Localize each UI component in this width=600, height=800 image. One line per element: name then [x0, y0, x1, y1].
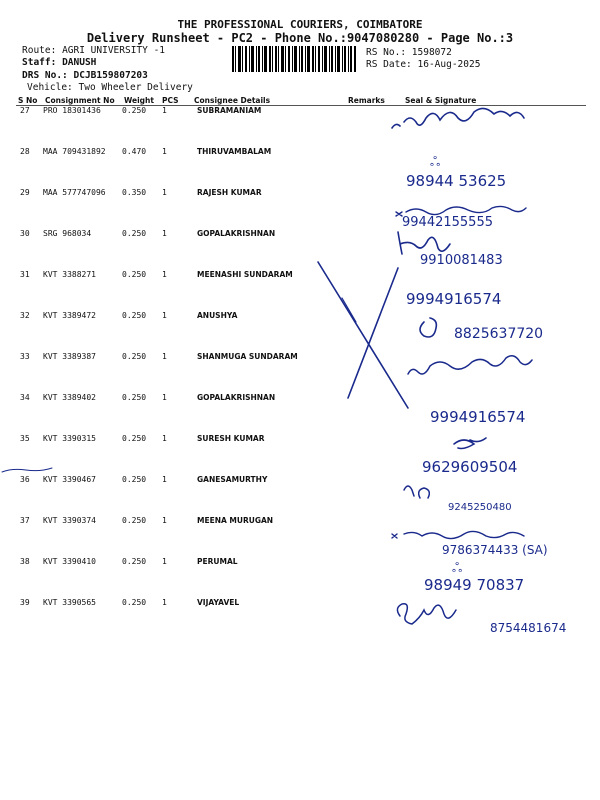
signature-note-28: ஃ [430, 155, 441, 170]
cell-consignment: SRG 968034 [43, 229, 92, 238]
cell-pcs: 1 [162, 147, 167, 156]
table-row [0, 516, 600, 557]
cell-weight: 0.470 [122, 147, 147, 156]
cell-pcs: 1 [162, 393, 167, 402]
table-row [0, 393, 600, 434]
cell-weight: 0.250 [122, 475, 147, 484]
table-row [0, 229, 600, 270]
vehicle-label: Vehicle: [27, 82, 73, 93]
cell-consignment: MAA 709431892 [43, 147, 106, 156]
cell-weight: 0.250 [122, 106, 147, 115]
barcode [232, 46, 356, 72]
cell-consignee: VIJAYAVEL [197, 598, 240, 607]
cell-consignee: SURESH KUMAR [197, 434, 265, 443]
cell-consignment: KVT 3389402 [43, 393, 96, 402]
cell-sno: 35 [20, 434, 30, 443]
vehicle-value: Two Wheeler Delivery [78, 82, 193, 93]
cell-pcs: 1 [162, 311, 167, 320]
cell-sno: 36 [20, 475, 30, 484]
cell-consignee: GANESAMURTHY [197, 475, 268, 484]
route-label: Route: [22, 45, 57, 56]
cell-sno: 32 [20, 311, 30, 320]
cell-sno: 37 [20, 516, 30, 525]
signature-phone-28: 98944 53625 [406, 172, 507, 190]
signature-phone-30: 9910081483 [420, 253, 503, 268]
cell-weight: 0.250 [122, 352, 147, 361]
cell-weight: 0.250 [122, 229, 147, 238]
cell-sno: 38 [20, 557, 30, 566]
signature-phone-32: 8825637720 [454, 326, 544, 342]
signature-phone-35: 9629609504 [422, 458, 518, 476]
cell-weight: 0.250 [122, 434, 147, 443]
cell-sno: 34 [20, 393, 30, 402]
table-row [0, 352, 600, 393]
table-row [0, 557, 600, 598]
cell-sno: 28 [20, 147, 30, 156]
table-row [0, 147, 600, 188]
drs-line [22, 70, 148, 81]
cell-consignment: KVT 3389387 [43, 352, 96, 361]
cell-consignee: SHANMUGA SUNDARAM [197, 352, 298, 361]
cell-pcs: 1 [162, 229, 167, 238]
cell-pcs: 1 [162, 598, 167, 607]
cell-consignee: RAJESH KUMAR [197, 188, 262, 197]
signature-phone-38: 98949 70837 [424, 576, 525, 594]
rs-number-label: RS No.: [366, 47, 407, 58]
cell-consignment: KVT 3390315 [43, 434, 96, 443]
cell-weight: 0.250 [122, 393, 147, 402]
cell-weight: 0.250 [122, 311, 147, 320]
cell-consignee: SUBRAMANIAM [197, 106, 262, 115]
cell-consignment: KVT 3390410 [43, 557, 96, 566]
cell-consignment: KVT 3388271 [43, 270, 96, 279]
cell-consignment: KVT 3390467 [43, 475, 96, 484]
signature-phone-31: 9994916574 [406, 290, 502, 308]
rs-number-value: 1598072 [411, 47, 452, 58]
cell-pcs: 1 [162, 188, 167, 197]
cell-sno: 39 [20, 598, 30, 607]
cell-sno: 29 [20, 188, 30, 197]
cell-consignment: KVT 3390374 [43, 516, 96, 525]
cell-pcs: 1 [162, 106, 167, 115]
cell-weight: 0.250 [122, 598, 147, 607]
cell-sno: 30 [20, 229, 30, 238]
rs-number-line [366, 47, 452, 58]
cell-consignee: ANUSHYA [197, 311, 238, 320]
drs-label: DRS No.: [22, 70, 68, 81]
table-row [0, 270, 600, 311]
rs-date-line [366, 59, 480, 70]
runsheet-title: Delivery Runsheet - PC2 - Phone No.:9047080280 - Page No.:3 [86, 31, 514, 45]
cell-weight: 0.250 [122, 557, 147, 566]
cell-pcs: 1 [162, 352, 167, 361]
signature-phone-29: 99442155555 [402, 215, 493, 230]
vehicle-line [27, 82, 193, 93]
col-header-remarks: Remarks [348, 96, 385, 105]
cell-pcs: 1 [162, 270, 167, 279]
cell-weight: 0.250 [122, 516, 147, 525]
col-header-sno: S No [18, 96, 38, 105]
col-header-seal-signature: Seal & Signature [405, 96, 477, 105]
col-header-consignee: Consignee Details [194, 96, 271, 105]
cell-consignee: PERUMAL [197, 557, 238, 566]
cell-consignee: MEENA MURUGAN [197, 516, 274, 525]
cell-consignee: MEENASHI SUNDARAM [197, 270, 293, 279]
route-line [22, 45, 165, 56]
company-name: THE PROFESSIONAL COURIERS, COIMBATORE [177, 18, 423, 31]
staff-label: Staff: [22, 57, 57, 68]
signature-phone-39: 8754481674 [490, 621, 567, 635]
cell-consignment: MAA 577747096 [43, 188, 106, 197]
signature-phone-37: 9786374433 (SA) [442, 543, 548, 557]
cell-pcs: 1 [162, 434, 167, 443]
cell-weight: 0.350 [122, 188, 147, 197]
cell-pcs: 1 [162, 475, 167, 484]
cell-consignee: THIRUVAMBALAM [197, 147, 272, 156]
signature-phone-36: 9245250480 [448, 502, 512, 513]
cell-consignment: KVT 3389472 [43, 311, 96, 320]
rs-date-value: 16-Aug-2025 [417, 59, 481, 70]
cell-sno: 27 [20, 106, 30, 115]
table-row [0, 475, 600, 516]
table-row [0, 106, 600, 147]
cell-sno: 33 [20, 352, 30, 361]
col-header-pcs: PCS [162, 96, 179, 105]
table-row [0, 598, 600, 639]
signature-phone-34: 9994916574 [430, 408, 526, 426]
col-header-weight: Weight [124, 96, 154, 105]
cell-sno: 31 [20, 270, 30, 279]
route-value: AGRI UNIVERSITY -1 [62, 45, 166, 56]
table-row [0, 434, 600, 475]
table-row [0, 311, 600, 352]
col-header-consignment: Consignment No [45, 96, 115, 105]
cell-consignee: GOPALAKRISHNAN [197, 229, 276, 238]
table-row [0, 188, 600, 229]
signature-note-38: ஃ [452, 561, 463, 576]
cell-pcs: 1 [162, 557, 167, 566]
staff-line [22, 57, 96, 68]
cell-consignment: PRO 18301436 [43, 106, 101, 115]
staff-value: DANUSH [62, 57, 97, 68]
rs-date-label: RS Date: [366, 59, 412, 70]
cell-consignment: KVT 3390565 [43, 598, 96, 607]
cell-pcs: 1 [162, 516, 167, 525]
drs-value: DCJB159807203 [73, 70, 148, 81]
cell-weight: 0.250 [122, 270, 147, 279]
cell-consignee: GOPALAKRISHNAN [197, 393, 276, 402]
